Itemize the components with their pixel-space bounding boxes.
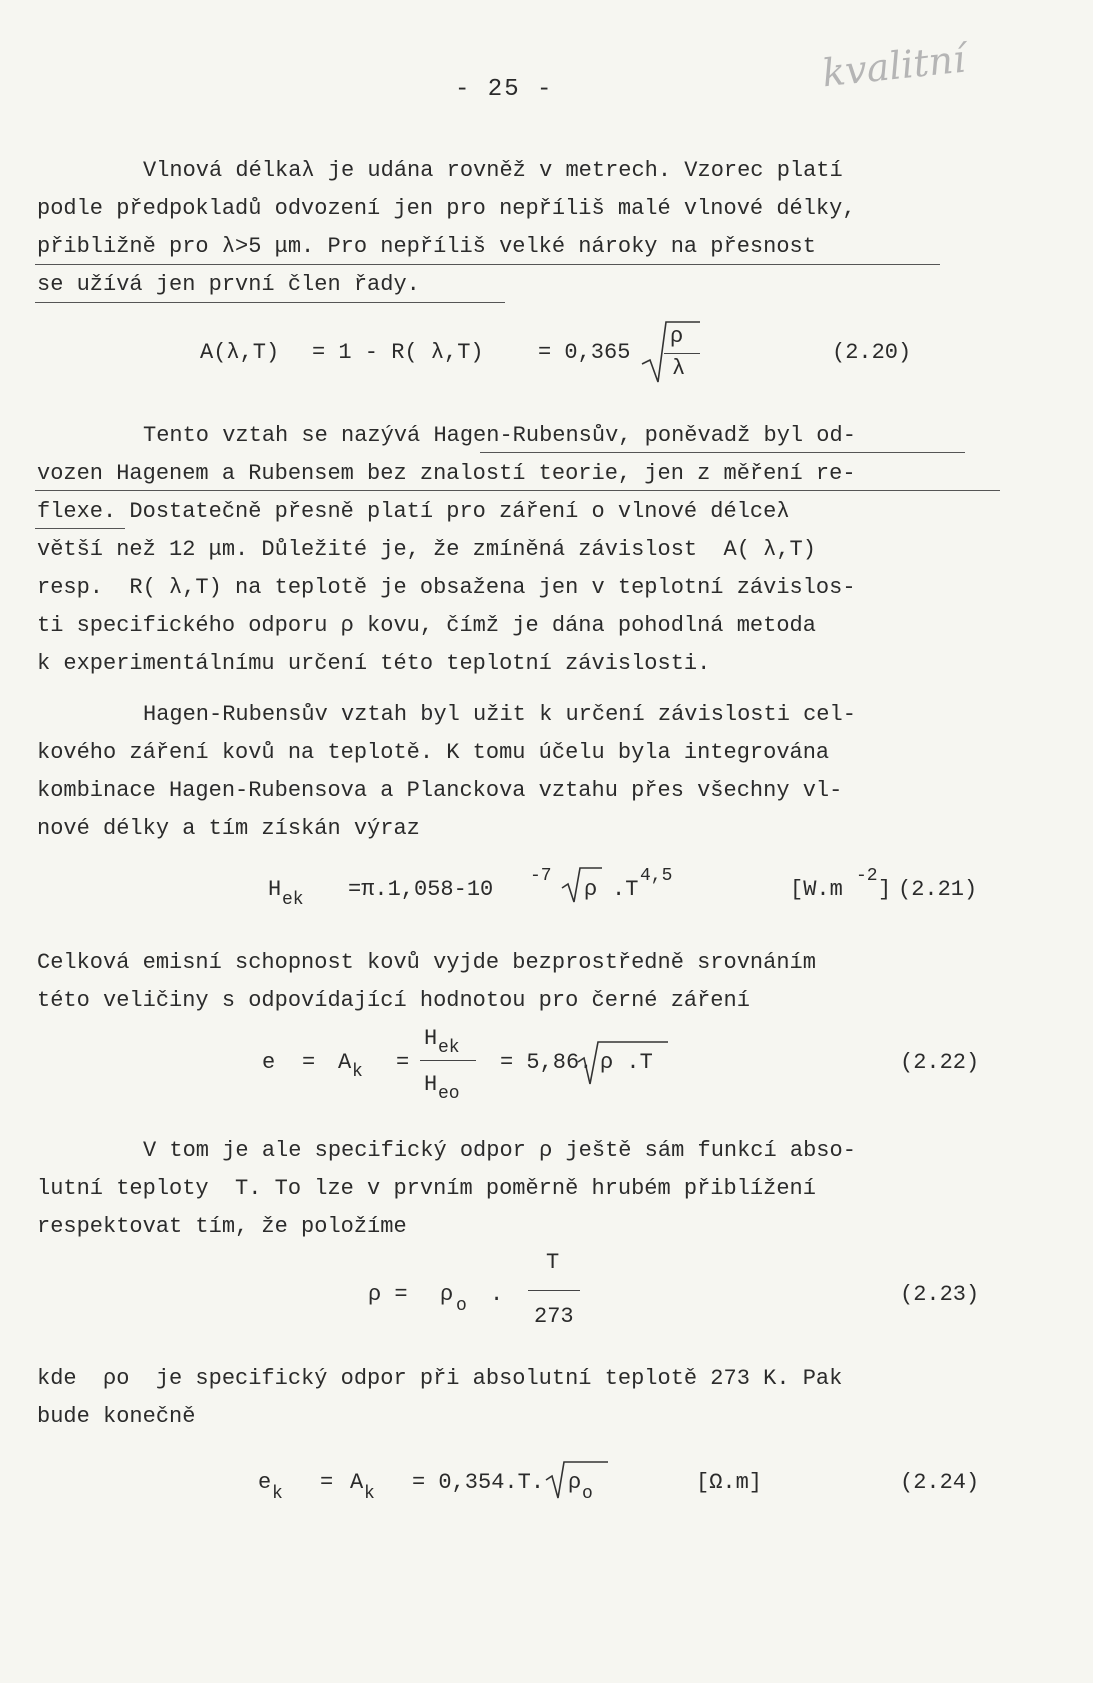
text-line: flexe. Dostatečně přesně platí pro záření o vlnové délceλ [37,499,790,524]
text-line: vozen Hagenem a Rubensem bez znalostí teorie, jen z měření re- [37,461,856,486]
text-line: přibližně pro λ>5 μm. Pro nepříliš velké nároky na přesnost [37,234,816,259]
eq-lhs: A(λ,T) [200,340,280,365]
eq-term: = 0,354.T. [412,1470,545,1495]
eq-term: = 1 - R( λ,T) [312,340,484,365]
eq-subscript: k [272,1484,283,1504]
eq-term: =π.1,058-10 [348,877,494,902]
eq-unit: [W.m [790,877,843,902]
eq-term: = [302,1050,316,1075]
eq-subscript: k [352,1062,363,1082]
eq-subscript: ek [438,1038,460,1058]
eq-term: = [396,1050,410,1075]
eq-unit: [Ω.m] [696,1470,763,1495]
eq-denominator: 273 [534,1304,574,1329]
eq-term: ρ .T [600,1050,653,1075]
underline [35,264,940,265]
underline [480,452,965,453]
text-line: V tom je ale specifický odpor ρ ještě sám funkcí abso- [143,1138,856,1163]
text-line: této veličiny s odpovídající hodnotou pro černé záření [37,988,750,1013]
text-line: podle předpokladů odvození jen pro nepříliš malé vlnové délky, [37,196,856,221]
text-line: Hagen-Rubensův vztah byl užit k určení závislosti cel- [143,702,856,727]
page-number: - 25 - [455,76,554,103]
text-line: k experimentálnímu určení této teplotní závislosti. [37,651,711,676]
fraction-bar [528,1290,580,1291]
eq-term: = [320,1470,334,1495]
eq-subscript: eo [438,1084,460,1104]
fraction-bar [664,353,700,354]
eq-denominator: H [424,1072,438,1097]
text-line: resp. R( λ,T) na teplotě je obsažena jen v teplotní závislos- [37,575,856,600]
eq-label: (2.21) [898,877,978,902]
eq-subscript: ek [282,890,304,910]
eq-subscript: o [582,1484,593,1504]
eq-denominator: λ [672,356,686,381]
eq-term: .T [612,877,639,902]
eq-symbol: A [338,1050,352,1075]
eq-term: = 0,365 [538,340,631,365]
eq-term: ρ [584,877,598,902]
text-line: se užívá jen první člen řady. [37,272,420,297]
text-line: Celková emisní schopnost kovů vyjde bezprostředně srovnáním [37,950,816,975]
text-line: Tento vztah se nazývá Hagen-Rubensův, poněvadž byl od- [143,423,856,448]
eq-term: = 5,86. [500,1050,593,1075]
underline [35,302,505,303]
eq-symbol: e [258,1470,272,1495]
text-line: respektovat tím, že položíme [37,1214,407,1239]
eq-symbol: ρ [568,1470,582,1495]
text-line: ti specifického odporu ρ kovu, čímž je dána pohodlná metoda [37,613,816,638]
eq-label: (2.20) [832,340,912,365]
eq-lhs: ρ = [368,1282,408,1307]
eq-numerator: T [546,1250,560,1275]
eq-unit: ] [878,877,892,902]
eq-label: (2.22) [900,1050,980,1075]
underline [35,490,1000,491]
eq-symbol: H [268,877,282,902]
root-sign [562,866,604,906]
fraction-bar [420,1060,476,1061]
text-line: lutní teploty T. To lze v prvním poměrně hrubém přiblížení [37,1176,816,1201]
eq-subscript: o [456,1296,467,1316]
eq-symbol: A [350,1470,364,1495]
text-line: kde ρo je specifický odpor při absolutní teplotě 273 K. Pak [37,1366,843,1391]
eq-exponent: 4,5 [640,866,673,886]
eq-subscript: k [364,1484,375,1504]
text-line: kombinace Hagen-Rubensova a Planckova vztahu přes všechny vl- [37,778,843,803]
text-line: kového záření kovů na teplotě. K tomu účelu byla integrována [37,740,830,765]
eq-numerator: ρ [670,324,684,349]
handwritten-note: kvalitní [820,36,968,96]
eq-term: . [490,1282,504,1307]
eq-exponent: -2 [856,866,878,886]
eq-symbol: e [262,1050,276,1075]
eq-exponent: -7 [530,866,552,886]
text-line: Vlnová délkaλ je udána rovněž v metrech. Vzorec platí [143,158,843,183]
eq-label: (2.24) [900,1470,980,1495]
eq-symbol: ρ [440,1282,454,1307]
eq-numerator: H [424,1026,438,1051]
text-line: bude konečně [37,1404,196,1429]
underline [35,528,125,529]
text-line: nové délky a tím získán výraz [37,816,420,841]
text-line: větší než 12 μm. Důležité je, že zmíněná závislost A( λ,T) [37,537,816,562]
eq-label: (2.23) [900,1282,980,1307]
